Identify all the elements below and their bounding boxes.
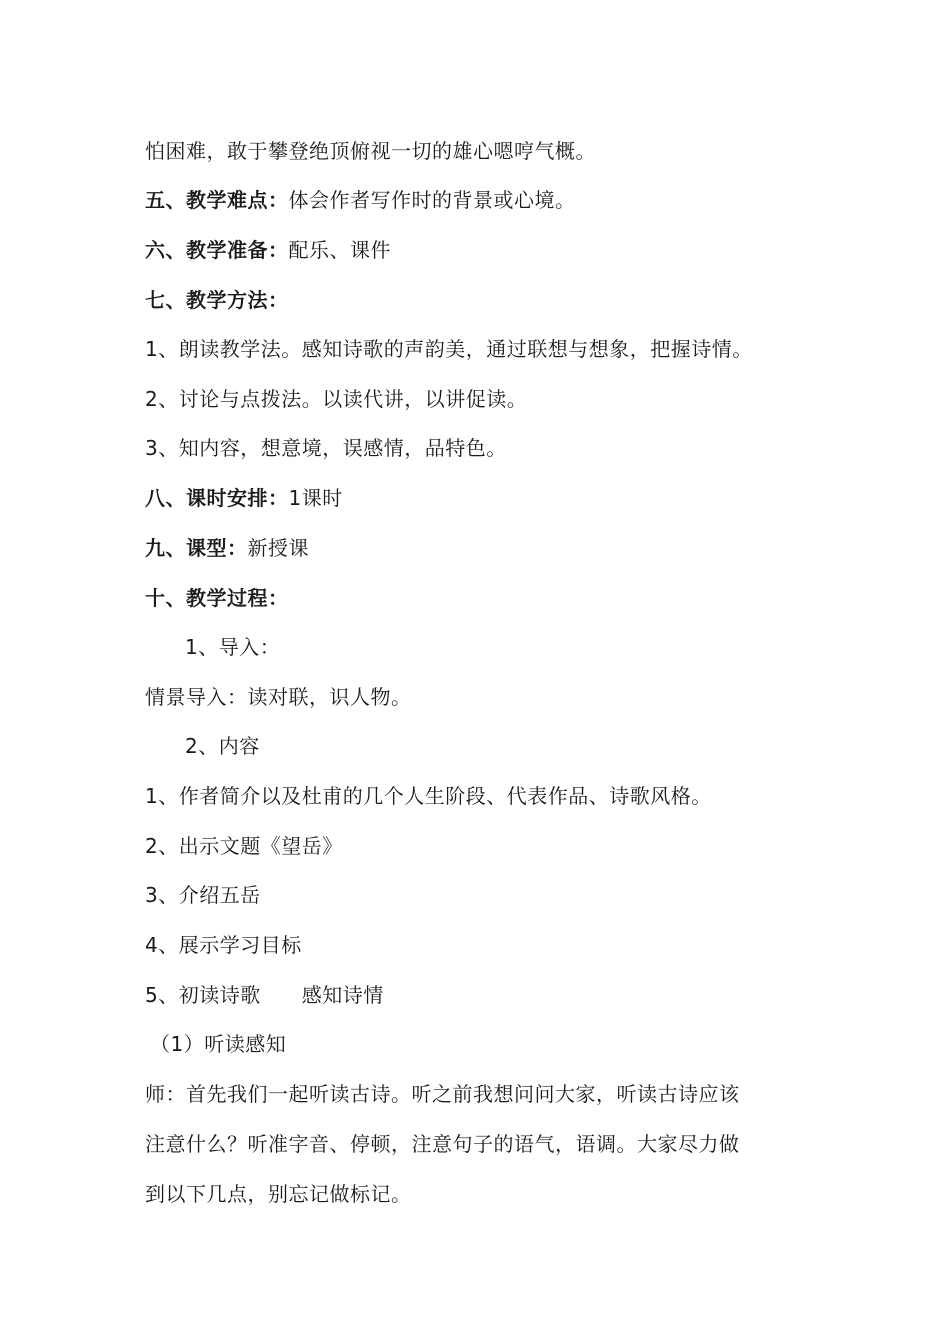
line-text: 2、出示文题《望岳》: [145, 834, 343, 858]
section-heading: 八、课时安排：: [145, 486, 289, 510]
line-text: 新授课: [247, 536, 309, 560]
list-item: [145, 981, 384, 1009]
paragraph-line: [145, 137, 596, 165]
line-text: 1、导入：: [185, 635, 281, 659]
section-line-process: [145, 584, 289, 612]
line-text: 师：首先我们一起听读古诗。听之前我想问问大家，听读古诗应该: [145, 1082, 740, 1106]
line-text: 怕困难，敢于攀登绝顶俯视一切的雄心嗯哼气概。: [145, 139, 596, 163]
line-text: 5、初读诗歌 感知诗情: [145, 983, 384, 1007]
section-line-difficulties: [145, 186, 576, 214]
line-text: 1、作者简介以及杜甫的几个人生阶段、代表作品、诗歌风格。: [145, 784, 712, 808]
section-line-methods: [145, 286, 289, 314]
line-text: 3、知内容，想意境，误感情，品特色。: [145, 436, 507, 460]
list-item: [145, 881, 261, 909]
section-heading: 九、课型：: [145, 536, 248, 560]
section-heading: 六、教学准备：: [145, 238, 289, 262]
line-text: 2、内容: [185, 734, 260, 758]
line-text: 配乐、课件: [288, 238, 391, 262]
sub-heading: [185, 732, 260, 760]
paragraph-line: [145, 1180, 412, 1208]
line-text: 4、展示学习目标: [145, 933, 302, 957]
section-heading: 七、教学方法：: [145, 288, 289, 312]
line-text: 1、朗读教学法。感知诗歌的声韵美，通过联想与想象，把握诗情。: [145, 337, 753, 361]
line-text: 注意什么？听准字音、停顿，注意句子的语气，语调。大家尽力做: [145, 1132, 740, 1156]
section-heading: 五、教学难点：: [145, 188, 289, 212]
list-item: [145, 335, 753, 363]
paragraph-line: [145, 683, 412, 711]
line-text: 1课时: [288, 486, 343, 510]
line-text: 2、讨论与点拨法。以读代讲，以讲促读。: [145, 387, 528, 411]
line-text: （1）听读感知: [150, 1032, 287, 1056]
section-line-schedule: [145, 484, 343, 512]
section-line-lesson-type: [145, 534, 309, 562]
line-text: 体会作者写作时的背景或心境。: [288, 188, 576, 212]
list-item: [145, 434, 507, 462]
paragraph-line: [145, 1130, 740, 1158]
list-item: [145, 832, 343, 860]
line-text: 情景导入：读对联，识人物。: [145, 685, 412, 709]
paragraph-line: [145, 1080, 740, 1108]
line-text: 到以下几点，别忘记做标记。: [145, 1182, 412, 1206]
list-item: [145, 931, 302, 959]
sub-heading: [185, 633, 280, 661]
sub-item: [150, 1030, 286, 1058]
list-item: [145, 782, 712, 810]
section-heading: 十、教学过程：: [145, 586, 289, 610]
section-line-preparation: [145, 236, 391, 264]
line-text: 3、介绍五岳: [145, 883, 261, 907]
list-item: [145, 385, 527, 413]
